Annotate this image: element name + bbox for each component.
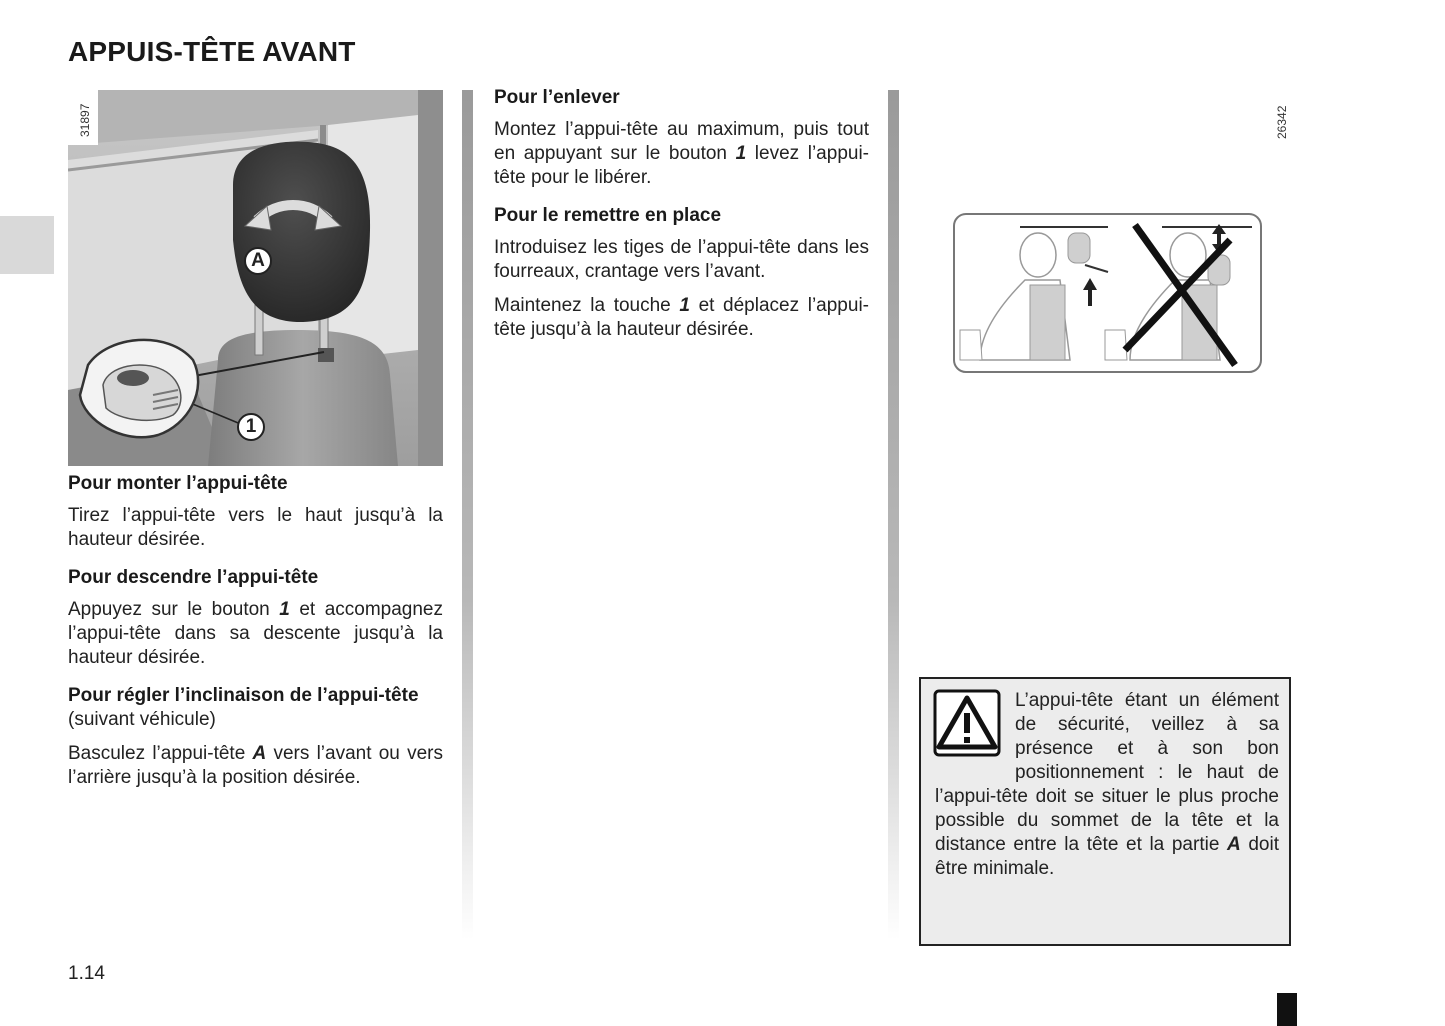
paragraph: Maintenez la touche 1 et déplacez l’appui-tête jusqu’à la hauteur désirée. bbox=[494, 295, 869, 340]
headrest-illustration bbox=[68, 90, 443, 466]
paragraph: Basculez l’appui-tête A vers l’avant ou vers l’arrière jusqu’à la position désirée. bbox=[68, 743, 443, 788]
label-1: 1 bbox=[237, 413, 265, 441]
page-title: APPUIS-TÊTE AVANT bbox=[68, 36, 356, 67]
paragraph: Introduisez les tiges de l’appui-tête dans les fourreaux, crantage vers l’avant. bbox=[494, 237, 869, 282]
chapter-tab bbox=[0, 216, 54, 274]
page-number: 1.14 bbox=[68, 963, 105, 984]
paragraph: Montez l’appui-tête au maximum, puis tout en appuyant sur le bouton 1 levez l’appui-tête pour le libérer. bbox=[494, 119, 869, 188]
warning-text: L’appui-tête étant un élément de sécurité, veillez à sa présence et à son bon positionnement : le haut de l’appui-tête doit se situer le plus proche possible du sommet de la tête et la distance entre la tête et la partie A doit être minimale. bbox=[935, 690, 1279, 879]
tilt-arrows-icon bbox=[243, 190, 343, 236]
cross-icon bbox=[1120, 220, 1245, 370]
corner-mark bbox=[1277, 993, 1297, 1026]
figure-ref: 31897 bbox=[78, 103, 92, 137]
warning-box bbox=[919, 677, 1291, 946]
section-title: Pour l’enlever bbox=[494, 87, 620, 108]
headrest-drawing bbox=[68, 90, 443, 466]
figure-ref: 26342 bbox=[1275, 105, 1289, 139]
column-left bbox=[68, 472, 443, 804]
section-lower bbox=[68, 566, 443, 670]
section-title: Pour le remettre en place bbox=[494, 205, 722, 226]
column-divider bbox=[888, 90, 899, 940]
section-title: Pour monter l’appui-tête bbox=[68, 473, 288, 494]
section-remove bbox=[494, 86, 869, 190]
paragraph: Tirez l’appui-tête vers le haut jusqu’à la hauteur désirée. bbox=[68, 505, 443, 550]
paragraph: Appuyez sur le bouton 1 et accompagnez l’appui-tête dans sa descente jusqu’à la hauteur désirée. bbox=[68, 599, 443, 668]
section-raise bbox=[68, 472, 443, 552]
section-refit bbox=[494, 204, 869, 342]
section-title: Pour descendre l’appui-tête bbox=[68, 567, 319, 588]
positioning-diagram bbox=[950, 210, 1265, 378]
section-tilt bbox=[68, 684, 443, 790]
column-divider bbox=[462, 90, 473, 940]
section-subtitle: (suivant véhicule) bbox=[68, 709, 216, 730]
up-arrow-icon bbox=[1083, 278, 1097, 306]
section-title: Pour régler l’inclinaison de l’appui-tête bbox=[68, 685, 419, 706]
column-middle bbox=[494, 86, 869, 356]
label-a: A bbox=[244, 247, 272, 275]
